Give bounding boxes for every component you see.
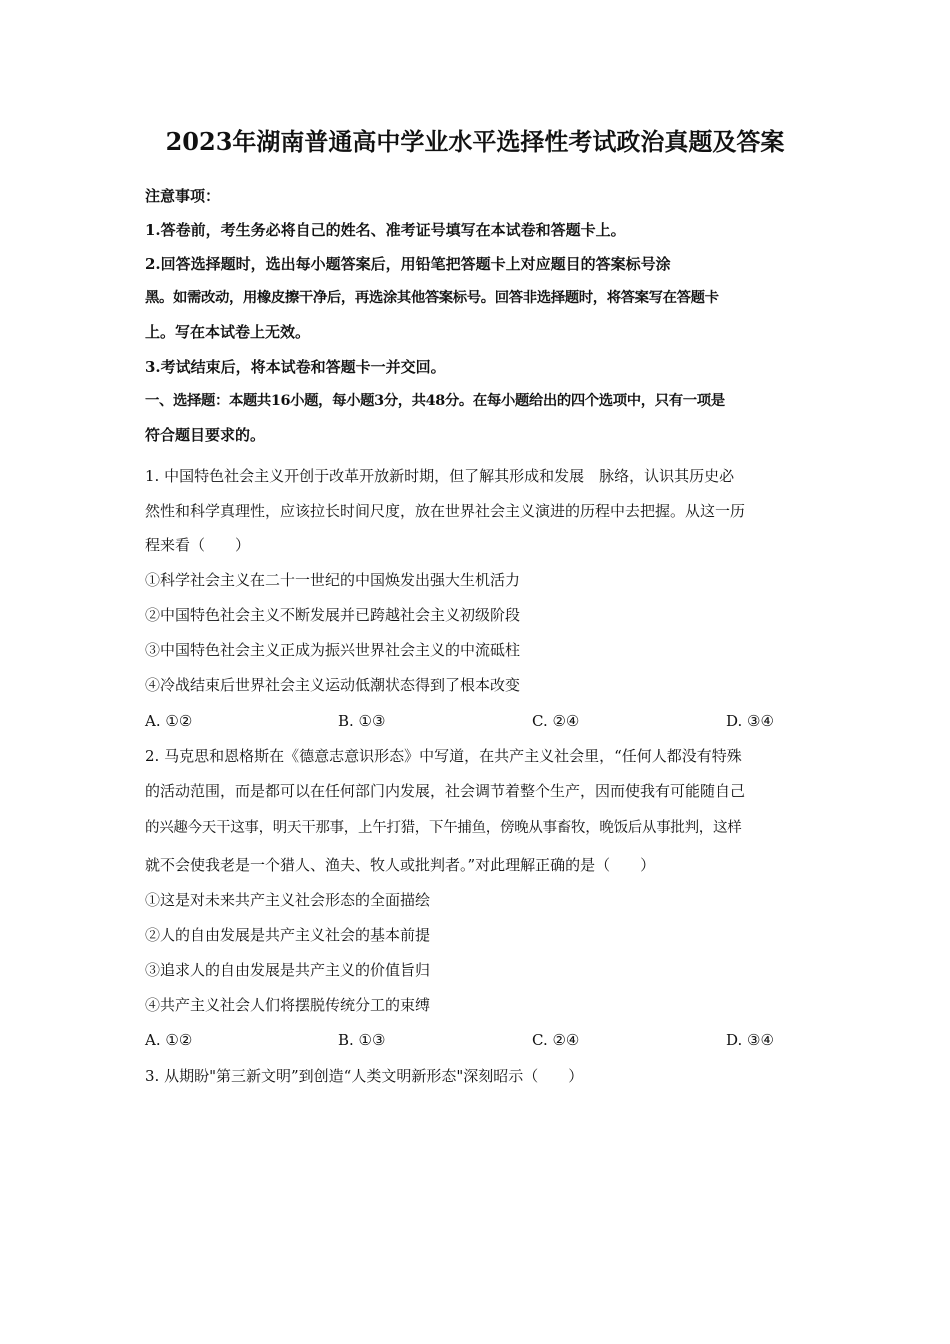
notice-heading: 注意事项：: [145, 187, 221, 205]
q1-statement-4: ④冷战结束后世界社会主义运动低潮状态得到了根本改变: [145, 676, 521, 694]
q1-option-b: B. ①③: [338, 712, 386, 730]
q2-stem-line-1: 2. 马克思和恩格斯在《德意志意识形态》中写道，在共产主义社会里，“任何人都没有特殊: [145, 747, 742, 765]
q2-statement-1: ①这是对未来共产主义社会形态的全面描绘: [145, 891, 431, 909]
q1-option-d: D. ③④: [726, 712, 774, 730]
q2-stem-line-2: 的活动范围，而是都可以在任何部门内发展，社会调节着整个生产，因而使我有可能随自己: [145, 782, 746, 800]
q2-stem-line-3: 的兴趣今天干这事，明天干那事，上午打猎，下午捕鱼，傍晚从事畜牧，晚饭后从事批判，这样: [145, 820, 742, 836]
notice-item-2-line-1: 2.回答选择题时，选出每小题答案后，用铅笔把答题卡上对应题目的答案标号涂: [145, 255, 671, 273]
q2-statement-2: ②人的自由发展是共产主义社会的基本前提: [145, 926, 431, 944]
q1-option-c: C. ②④: [532, 712, 580, 730]
notice-item-3: 3.考试结束后，将本试卷和答题卡一并交回。: [145, 358, 446, 376]
q2-option-d: D. ③④: [726, 1031, 774, 1049]
notice-item-1: 1.答卷前，考生务必将自己的姓名、准考证号填写在本试卷和答题卡上。: [145, 221, 626, 239]
q1-option-a: A. ①②: [145, 712, 193, 730]
q2-statement-4: ④共产主义社会人们将摆脱传统分工的束缚: [145, 996, 431, 1014]
q1-stem-line-3: 程来看（ ）: [145, 536, 251, 554]
section-heading-line-2: 符合题目要求的。: [145, 426, 266, 444]
q2-option-c: C. ②④: [532, 1031, 580, 1049]
q2-statement-3: ③追求人的自由发展是共产主义的价值旨归: [145, 961, 431, 979]
q2-option-b: B. ①③: [338, 1031, 386, 1049]
q3-stem-line-1: 3. 从期盼"第三新文明”到创造“人类文明新形态"深刻昭示（ ）: [145, 1067, 584, 1085]
q1-stem-line-2: 然性和科学真理性，应该拉长时间尺度，放在世界社会主义演进的历程中去把握。从这一历: [145, 502, 746, 520]
section-heading-line-1: 一、选择题：本题共16小题，每小题3分，共48分。在每小题给出的四个选项中，只有一项是: [145, 392, 725, 409]
notice-item-2-line-3: 上。写在本试卷上无效。: [145, 323, 311, 341]
q2-option-a: A. ①②: [145, 1031, 193, 1049]
q1-stem-line-1: 1. 中国特色社会主义开创于改革开放新时期，但了解其形成和发展 脉络，认识其历史必: [145, 467, 735, 485]
page-title: 2023年湖南普通高中学业水平选择性考试政治真题及答案: [165, 127, 785, 156]
q1-statement-2: ②中国特色社会主义不断发展并已跨越社会主义初级阶段: [145, 606, 521, 624]
q2-stem-line-4: 就不会使我老是一个猎人、渔夫、牧人或批判者。”对此理解正确的是（ ）: [145, 856, 656, 874]
q1-statement-3: ③中国特色社会主义正成为振兴世界社会主义的中流砥柱: [145, 641, 521, 659]
notice-item-2-line-2: 黑。如需改动，用橡皮擦干净后，再选涂其他答案标号。回答非选择题时，将答案写在答题卡: [145, 289, 719, 306]
q1-statement-1: ①科学社会主义在二十一世纪的中国焕发出强大生机活力: [145, 571, 521, 589]
